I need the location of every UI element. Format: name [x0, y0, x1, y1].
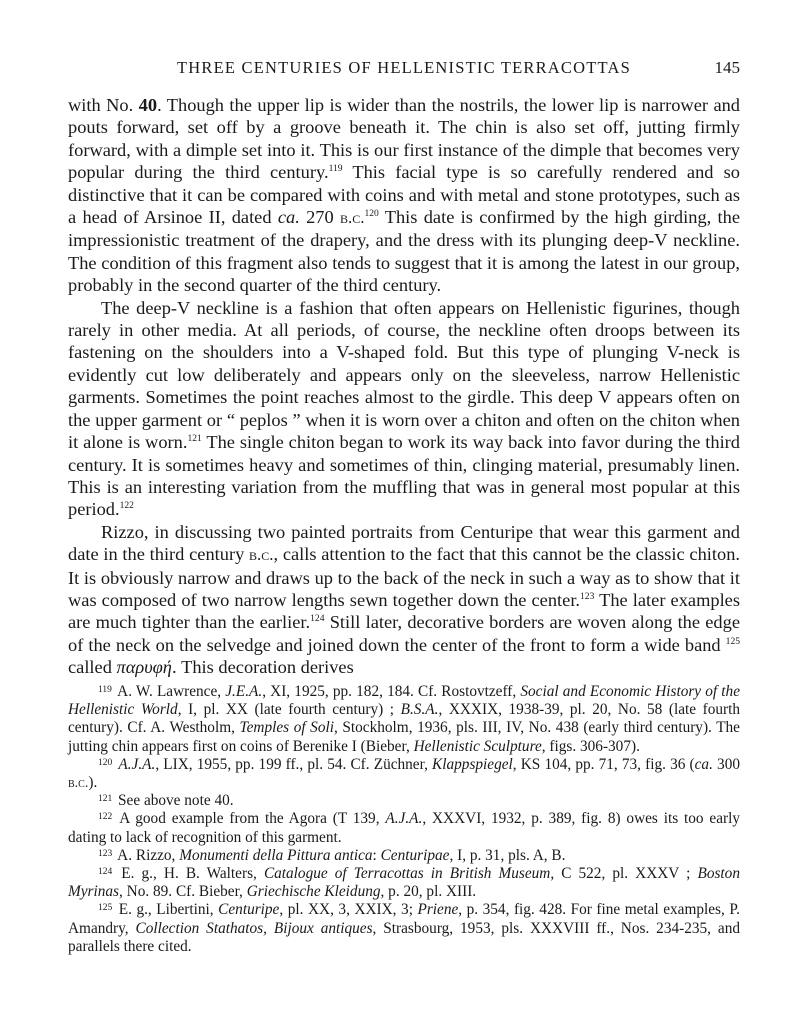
paragraph-2: The deep-V neckline is a fashion that often appears on Hellenistic figurines, though rarely in other media. At all periods, of course, the neckline often droops between its fastening on the shoulders into a V-shaped fold. But this type of plunging V-neck is evidently cut low deliberately and appears only on the sleeveless, narrow Hellenistic garments. Sometimes the point reaches almost to the girdle. This deep V appears often on the upper garment or “ peplos ” when it is worn over a chiton and often on the chiton when it alone is worn.$^{121}$ The single chiton began to work its way back into favor during the third century. It is sometimes heavy and sometimes of thin, clinging material, presumably linen. This is an interesting variation from the muffling that was in general most popular at this period.$^{122}$	[68, 297, 740, 520]
footnote-ref-124[interactable]: 124	[310, 613, 325, 625]
footnote-ref-120[interactable]: 120	[364, 207, 379, 219]
paragraph-1: with No. 40. Though the upper lip is wider than the nostrils, the lower lip is narrower and pouts forward, set off by a groove beneath it. The chin is also set off, jutting firmly forward, with a dimple set into it. This is our first instance of the dimple that becomes very popular during the third century.$^{119}$ This facial type is so carefully rendered and so distinctive that it can be compared with coins and with metal and stone prototypes, such as a head of Arsinoe II, dated ca. 270 b.c.$^{120}$ This date is confirmed by the high girding, the impressionistic treatment of the drapery, and the dress with its plunging deep-V neckline. The condition of this fragment also tends to suggest that it is among the latest in our group, probably in the second quarter of the third century.	[68, 95, 740, 296]
footnote-120: $^{120}$ A.J.A., LIX, 1955, pp. 199 ff., pl. 54. Cf. Züchner, Klappspiegel, KS 104, pp. 71, 73, fig. 36 (ca. 300 b.c.).	[68, 755, 740, 792]
footnote-ref-122[interactable]: 122	[119, 500, 134, 512]
figure-reference: 40	[138, 95, 158, 115]
footnote-ref-123[interactable]: 123	[580, 590, 595, 602]
footnote-122: $^{122}$ A good example from the Agora (T 139, A.J.A., XXXVI, 1932, p. 389, fig. 8) owes its too early dating to lack of recognition of this garment.	[68, 810, 740, 846]
footnote-119: $^{119}$ A. W. Lawrence, J.E.A., XI, 1925, pp. 182, 184. Cf. Rostovtzeff, Social and Economic History of the Hellenistic World, I, pl. XX (late fourth century) ; B.S.A., XXXIX, 1938-39, pl. 20, No. 58 (late fourth century). Cf. A. Westholm, Temples of Soli, Stockholm, 1936, pls. III, IV, No. 438 (early third century). The jutting chin appears first on coins of Berenike I (Bieber, Hellenistic Sculpture, figs. 306-307).	[68, 683, 740, 755]
footnote-123: $^{123}$ A. Rizzo, Monumenti della Pittura antica: Centuripae, I, p. 31, pls. A, B.	[98, 846, 566, 864]
greek-term: παρυφή	[116, 657, 172, 678]
body-text	[68, 94, 740, 679]
footnote-124: $^{124}$ E. g., H. B. Walters, Catalogue of Terracottas in British Museum, C 522, pl. XXXV ; Boston Myrinas, No. 89. Cf. Bieber, Griechische Kleidung, p. 20, pl. XIII.	[68, 865, 740, 901]
running-title: THREE CENTURIES OF HELLENISTIC TERRACOTTAS	[177, 58, 631, 77]
footnote-ref-121[interactable]: 121	[187, 432, 202, 444]
paragraph-3: Rizzo, in discussing two painted portraits from Centuripe that wear this garment and date in the third century b.c., calls attention to the fact that this cannot be the classic chiton. It is obviously narrow and draws up to the back of the neck in such a way as to show that it was composed of two narrow lengths sewn together down the center.$^{123}$ The later examples are much tighter than the earlier.$^{124}$ Still later, decorative borders are woven along the edge of the neck on the selvedge and joined down the center of the front to form a wide band $^{125}$ called παρυφή. This decoration derives	[68, 521, 740, 678]
footnote-ref-119[interactable]: 119	[328, 163, 343, 175]
footnote-121: $^{121}$ See above note 40.	[98, 792, 234, 810]
running-head	[68, 56, 740, 80]
footnotes	[68, 683, 740, 956]
footnote-125: $^{125}$ E. g., Libertini, Centuripe, pl. XX, 3, XXIX, 3; Priene, p. 354, fig. 428. For fine metal examples, P. Amandry, Collection Stathatos, Bijoux antiques, Strasbourg, 1953, pls. XXXVIII ff., Nos. 234-235, and parallels there cited.	[68, 901, 740, 955]
page-number: 145	[714, 58, 740, 77]
footnote-ref-125[interactable]: 125	[725, 635, 740, 647]
